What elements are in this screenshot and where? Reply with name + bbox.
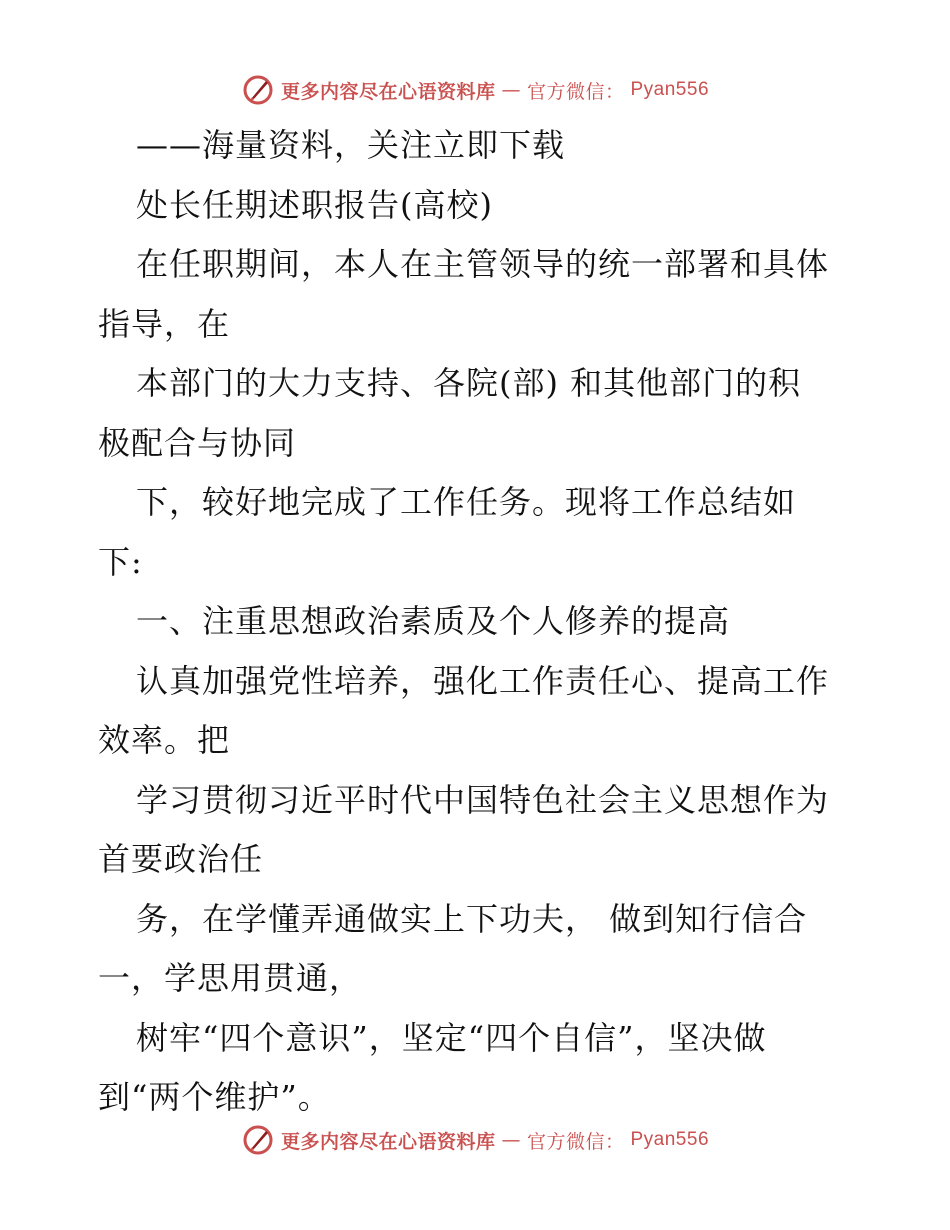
doc-line: 树牢“四个意识”，坚定“四个自信”，坚决做	[136, 1018, 767, 1057]
doc-line: 效率。把	[98, 721, 231, 759]
quill-pen-logo-icon	[241, 73, 275, 107]
doc-line-subtitle: ——海量资料，关注立即下载	[136, 126, 566, 164]
doc-line: 极配合与协同	[98, 423, 297, 462]
doc-line: 到“两个维护”。	[98, 1078, 331, 1116]
doc-line: 学习贯彻习近平时代中国特色社会主义思想作为	[136, 780, 830, 819]
watermark-wechat-label: 官方微信：	[526, 80, 625, 103]
watermark-separator: —	[501, 1129, 521, 1151]
doc-line: 本部门的大力支持、各院(部) 和其他部门的积	[136, 364, 802, 402]
watermark-wechat-id: Pyan556	[630, 1129, 710, 1150]
doc-line: 在任职期间，本人在主管领导的统一部署和具体	[136, 245, 830, 283]
watermark-text: 更多内容尽在心语资料库	[280, 80, 496, 103]
doc-line: 下，较好地完成了工作任务。现将工作总结如	[136, 483, 797, 521]
watermark-text: 更多内容尽在心语资料库	[280, 1130, 496, 1153]
doc-line: 一，学思用贯通，	[98, 959, 363, 997]
footer-watermark	[0, 1120, 950, 1160]
watermark-wechat-id: Pyan556	[630, 79, 710, 100]
doc-line: 下:	[98, 542, 143, 581]
doc-line: 认真加强党性培养，强化工作责任心、提高工作	[136, 661, 830, 700]
watermark-separator: —	[501, 79, 521, 101]
doc-line: 务，在学懂弄通做实上下功夫， 做到知行信合	[136, 899, 808, 938]
doc-title: 处长任期述职报告(高校)	[136, 185, 493, 224]
document-body	[98, 116, 858, 1128]
header-watermark	[0, 70, 950, 110]
doc-line: 首要政治任	[98, 840, 264, 878]
doc-line: 指导，在	[98, 304, 231, 343]
section-heading: 一、注重思想政治素质及个人修养的提高	[136, 602, 731, 640]
watermark-wechat-label: 官方微信：	[526, 1130, 625, 1153]
quill-pen-logo-icon	[241, 1123, 275, 1157]
